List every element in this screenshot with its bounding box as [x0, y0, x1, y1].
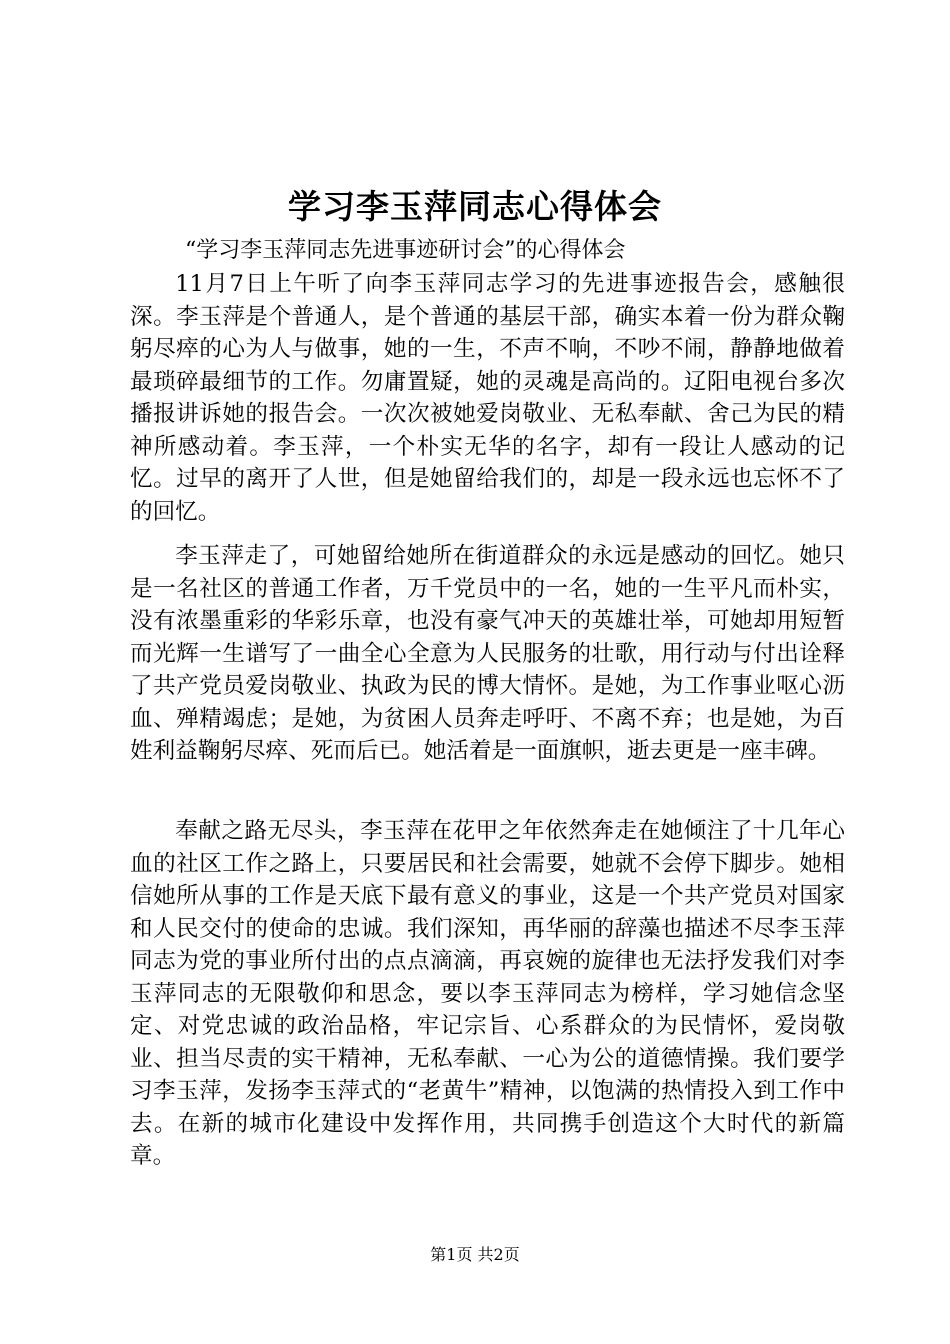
body-paragraph-3: 奉献之路无尽头，李玉萍在花甲之年依然奔走在她倾注了十几年心血的社区工作之路上，只要居民和社会需要，她就不会停下脚步。她相信她所从事的工作是天底下最有意义的事业，这是一个共产党员对国家和人民交付的使命的忠诚。我们深知，再华丽的辞藻也描述不尽李玉萍同志为党的事业所付出的点点滴滴，再哀婉的旋律也无法抒发我们对李玉萍同志的无限敬仰和思念，要以李玉萍同志为榜样，学习她信念坚定、对党忠诚的政治品格，牢记宗旨、心系群众的为民情怀，爱岗敬业、担当尽责的实干精神，无私奉献、一心为公的道德情操。我们要学习李玉萍，发扬李玉萍式的“老黄牛”精神，以饱满的热情投入到工作中去。在新的城市化建设中发挥作用，共同携手创造这个大时代的新篇章。: [130, 818, 845, 1169]
document-subtitle: “学习李玉萍同志先进事迹研讨会”的心得体会: [185, 238, 626, 263]
body-paragraph-1: 11月7日上午听了向李玉萍同志学习的先进事迹报告会，感触很深。李玉萍是个普通人，是个普通的基层干部，确实本着一份为群众鞠躬尽瘁的心为人与做事，她的一生，不声不响，不吵不闹，静静地做着最琐碎最细节的工作。勿庸置疑，她的灵魂是高尚的。辽阳电视台多次播报讲诉她的报告会。一次次被她爱岗敬业、无私奉献、舍己为民的精神所感动着。李玉萍，一个朴实无华的名字，却有一段让人感动的记忆。过早的离开了人世，但是她留给我们的，却是一段永远也忘怀不了的回忆。: [130, 271, 845, 525]
document-title: 学习李玉萍同志心得体会: [288, 187, 662, 226]
body-paragraph-2: 李玉萍走了，可她留给她所在街道群众的永远是感动的回忆。她只是一名社区的普通工作者，万千党员中的一名，她的一生平凡而朴实，没有浓墨重彩的华彩乐章，也没有豪气冲天的英雄壮举，可她却用短暂而光辉一生谱写了一曲全心全意为人民服务的壮歌，用行动与付出诠释了共产党员爱岗敬业、执政为民的博大情怀。是她，为工作事业呕心沥血、殚精竭虑；是她，为贫困人员奔走呼吁、不离不弃；也是她，为百姓利益鞠躬尽瘁、死而后已。她活着是一面旗帜，逝去更是一座丰碑。: [130, 543, 845, 764]
page-number-footer: 第1页 共2页: [430, 1245, 520, 1264]
